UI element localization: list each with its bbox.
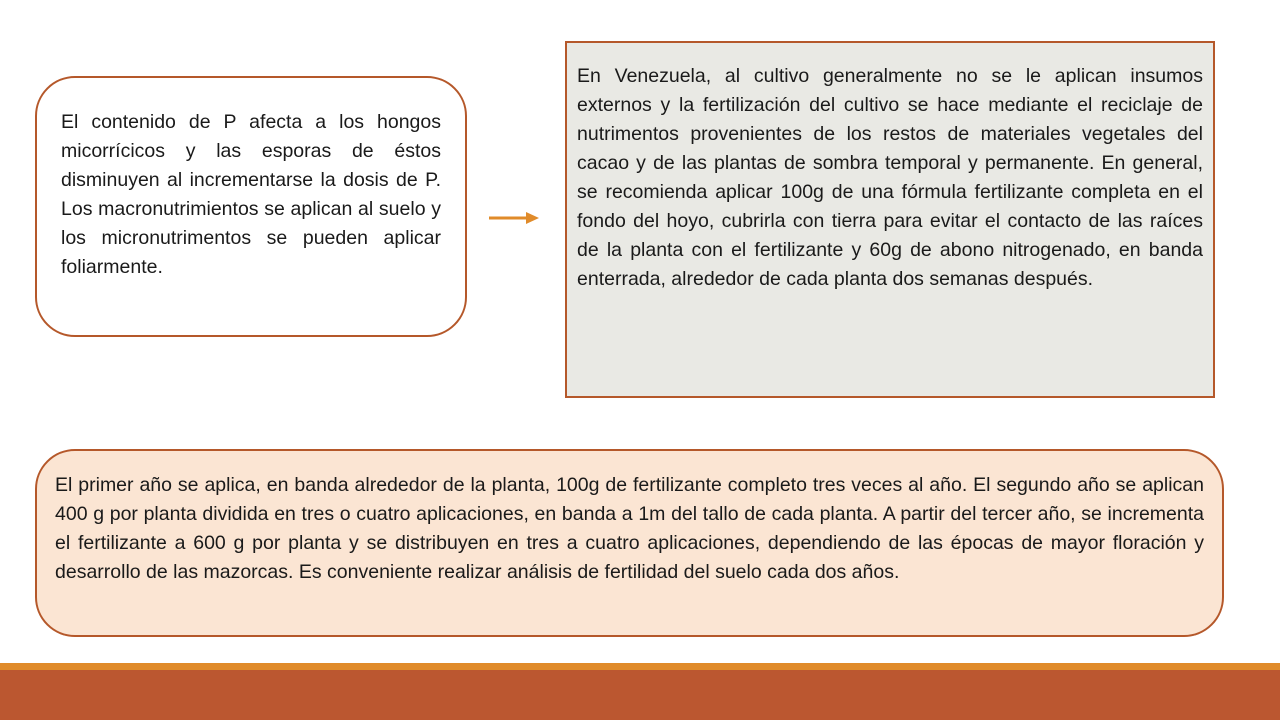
text-box-phosphorus <box>35 76 467 337</box>
text-box-annual-application-text: El primer año se aplica, en banda alrededor de la planta, 100g de fertilizante completo tres veces al año. El segundo año se aplican 400 g por planta dividida en tres o cuatro aplicaciones, en banda a 1m del tallo de cada planta. A partir del tercer año, se incrementa el fertilizante a 600 g por planta y se distribuyen en tres a cuatro aplicaciones, dependiendo de las épocas de mayor floración y desarrollo de las mazorcas. Es conveniente realizar análisis de fertilidad del suelo cada dos años. <box>55 474 1204 583</box>
arrow-right-icon <box>488 208 540 228</box>
text-box-venezuela <box>565 41 1215 398</box>
text-box-phosphorus-text: El contenido de P afecta a los hongos micorrícicos y las esporas de éstos disminuyen al incrementarse la dosis de P. Los macronutrimientos se aplican al suelo y los micronutrimentos se pueden aplicar foliarmente. <box>61 111 441 278</box>
footer-bar <box>0 670 1280 720</box>
text-box-venezuela-text: En Venezuela, al cultivo generalmente no se le aplican insumos externos y la fertilización del cultivo se hace mediante el reciclaje de nutrimentos provenientes de los restos de materiales vegetales del cacao y de las plantas de sombra temporal y permanente. En general, se recomienda aplicar 100g de una fórmula fertilizante completa en el fondo del hoyo, cubrirla con tierra para evitar el contacto de las raíces de la planta con el fertilizante y 60g de abono nitrogenado, en banda enterrada, alrededor de cada planta dos semanas después. <box>577 65 1203 290</box>
text-box-annual-application <box>35 449 1224 637</box>
footer-accent-bar <box>0 663 1280 670</box>
